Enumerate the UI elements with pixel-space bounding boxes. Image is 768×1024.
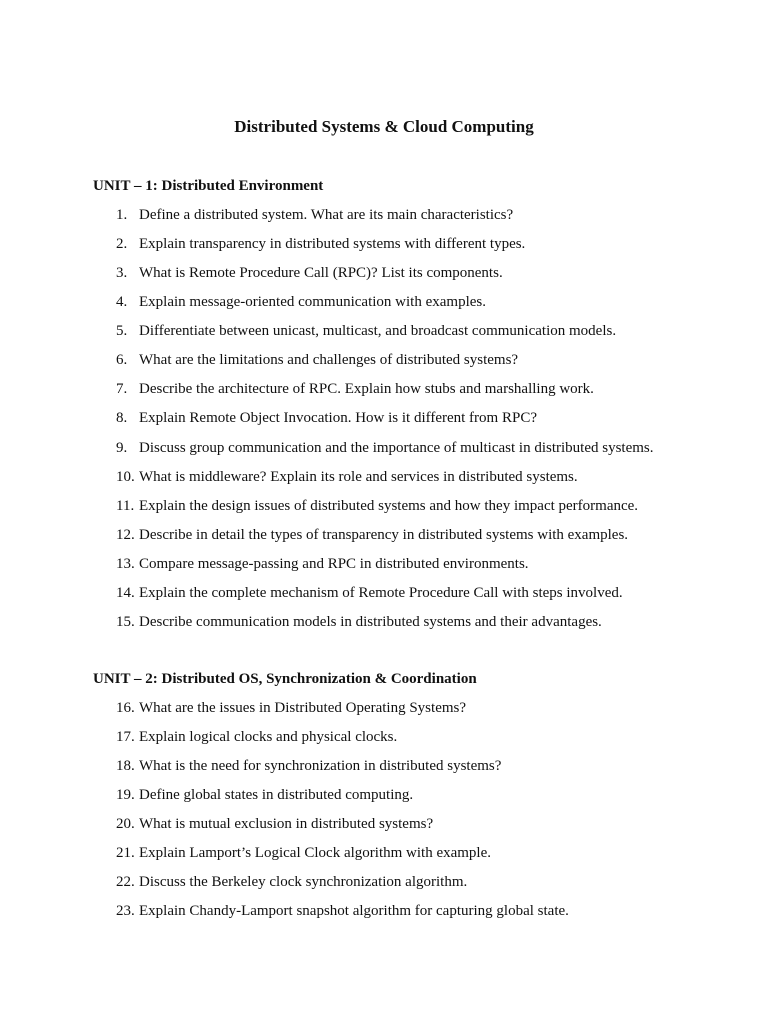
- question-number: 19.: [116, 787, 135, 804]
- question-item: [0, 699, 768, 728]
- question-number: 16.: [116, 700, 135, 716]
- question-number: 9.: [116, 439, 128, 456]
- question-item: [0, 264, 768, 293]
- question-text: Describe communication models in distributed systems and their advantages.: [139, 613, 602, 630]
- unit-2-heading: UNIT – 2: Distributed OS, Synchronization & Coordination: [93, 671, 477, 687]
- question-text: Explain Chandy-Lamport snapshot algorithm for capturing global state.: [139, 903, 569, 920]
- question-text: Explain message-oriented communication with examples.: [139, 294, 486, 311]
- question-number: 11.: [116, 497, 135, 514]
- question-item: [0, 497, 768, 526]
- question-item: [0, 902, 768, 931]
- question-text: What is mutual exclusion in distributed systems?: [139, 816, 434, 833]
- question-text: Explain logical clocks and physical clocks.: [139, 729, 398, 746]
- question-item: [0, 613, 768, 642]
- question-number: 8.: [116, 410, 128, 427]
- question-number: 22.: [116, 874, 135, 891]
- question-text: Compare message-passing and RPC in distributed environments.: [139, 555, 529, 572]
- question-text: What is middleware? Explain its role and services in distributed systems.: [139, 468, 578, 485]
- question-text: Discuss the Berkeley clock synchronization algorithm.: [139, 874, 468, 891]
- question-text: Define global states in distributed computing.: [139, 787, 414, 804]
- question-text: What are the issues in Distributed Operating Systems?: [139, 700, 467, 716]
- question-text: What is Remote Procedure Call (RPC)? List its components.: [139, 265, 503, 282]
- question-number: 14.: [116, 584, 135, 601]
- question-number: 5.: [116, 323, 128, 340]
- question-text: Discuss group communication and the importance of multicast in distributed systems.: [139, 439, 654, 456]
- question-text: Explain Remote Object Invocation. How is it different from RPC?: [139, 410, 537, 427]
- question-number: 7.: [116, 381, 128, 398]
- question-item: [0, 526, 768, 555]
- question-item: [0, 555, 768, 584]
- question-number: 20.: [116, 816, 135, 833]
- question-number: 10.: [116, 468, 135, 485]
- unit-2-question-list: [0, 699, 768, 932]
- question-text: Explain the complete mechanism of Remote Procedure Call with steps involved.: [139, 584, 623, 601]
- question-text: Explain transparency in distributed systems with different types.: [139, 236, 526, 253]
- question-item: [0, 873, 768, 902]
- question-item: [0, 728, 768, 757]
- document-title: Distributed Systems & Cloud Computing: [234, 117, 534, 136]
- question-item: [0, 293, 768, 322]
- unit-1-heading: UNIT – 1: Distributed Environment: [93, 178, 324, 194]
- question-item: [0, 584, 768, 613]
- question-item: [0, 468, 768, 497]
- question-item: [0, 786, 768, 815]
- question-text: Describe in detail the types of transparency in distributed systems with examples.: [139, 526, 629, 543]
- question-item: [0, 206, 768, 235]
- question-item: [0, 409, 768, 438]
- question-item: [0, 351, 768, 380]
- question-text: What is the need for synchronization in distributed systems?: [139, 758, 502, 775]
- question-item: [0, 757, 768, 786]
- question-number: 1.: [116, 207, 128, 223]
- question-text: Describe the architecture of RPC. Explain how stubs and marshalling work.: [139, 381, 594, 398]
- question-number: 15.: [116, 613, 135, 630]
- question-item: [0, 322, 768, 351]
- question-item: [0, 844, 768, 873]
- question-item: [0, 815, 768, 844]
- question-number: 12.: [116, 526, 135, 543]
- question-text: Define a distributed system. What are its main characteristics?: [139, 207, 514, 223]
- question-number: 13.: [116, 555, 135, 572]
- question-number: 18.: [116, 758, 135, 775]
- question-item: [0, 235, 768, 264]
- question-number: 23.: [116, 903, 135, 920]
- question-number: 21.: [116, 845, 135, 862]
- question-number: 2.: [116, 236, 128, 253]
- question-text: Differentiate between unicast, multicast, and broadcast communication models.: [139, 323, 617, 340]
- question-number: 4.: [116, 294, 128, 311]
- question-number: 3.: [116, 265, 128, 282]
- question-text: Explain the design issues of distributed systems and how they impact performance.: [139, 497, 639, 514]
- question-text: Explain Lamport’s Logical Clock algorithm with example.: [139, 845, 492, 862]
- question-number: 17.: [116, 729, 135, 746]
- unit-1-question-list: [0, 206, 768, 642]
- question-number: 6.: [116, 352, 128, 369]
- question-text: What are the limitations and challenges of distributed systems?: [139, 352, 519, 369]
- question-item: [0, 380, 768, 409]
- question-item: [0, 439, 768, 468]
